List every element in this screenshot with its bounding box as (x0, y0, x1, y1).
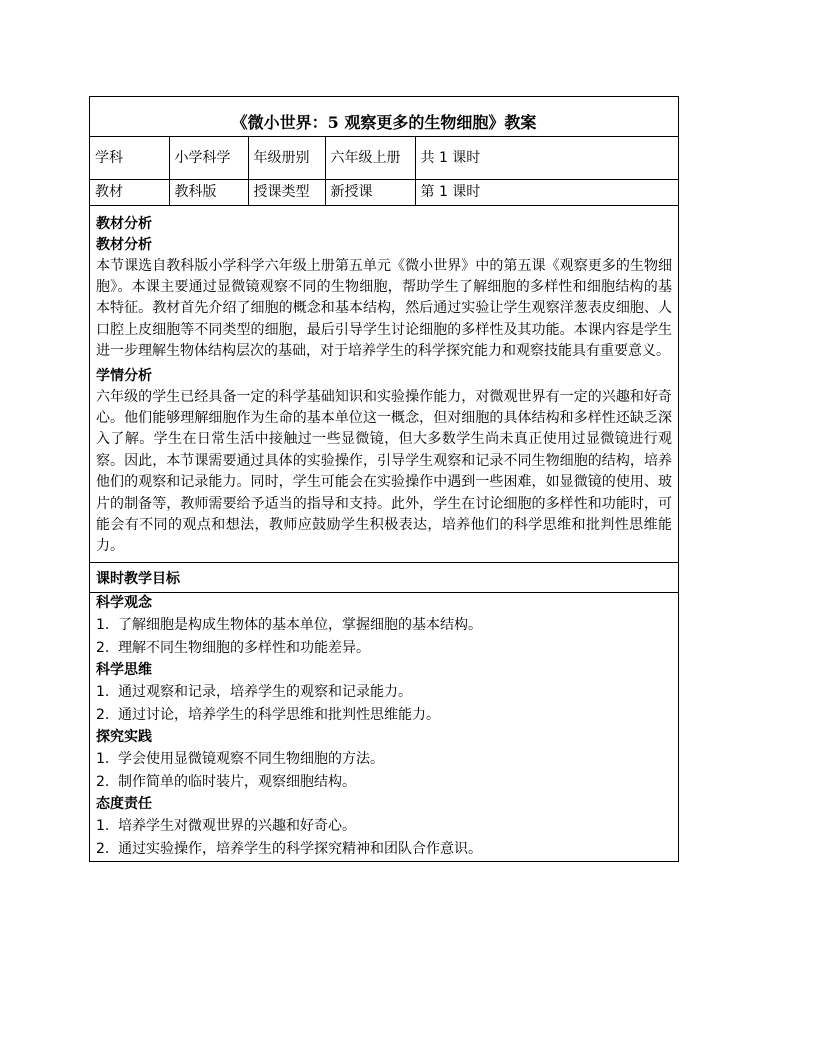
objective-item (90, 681, 678, 704)
objective-item-text: 学会使用显微镜观察不同生物细胞的方法。 (118, 750, 384, 767)
material-analysis-paragraph: 本节课选自教科版小学科学六年级上册第五单元《微小世界》中的第五课《观察更多的生物细胞》。本课主要通过显微镜观察不同的生物细胞，帮助学生了解细胞的多样性和细胞结构的基本特征。教材首先介绍了细胞的概念和基本结构，然后通过实验让学生观察洋葱表皮细胞、人口腔上皮细胞等不同类型的细胞，最后引导学生讨论细胞的多样性及其功能。本课内容是学生进一步理解生物体结构层次的基础，对于培养学生的科学探究能力和观察技能具有重要意义。 (96, 257, 672, 360)
objective-item-number: 2. (96, 840, 110, 857)
objective-item-text: 制作简单的临时装片，观察细胞结构。 (118, 773, 356, 790)
section-heading: 课时教学目标 (90, 563, 678, 593)
objective-item-text: 理解不同生物细胞的多样性和功能差异。 (118, 639, 370, 656)
info-row-material (90, 179, 678, 205)
info-cell: 教材 (90, 179, 169, 205)
objective-groups (90, 593, 678, 861)
objective-item (90, 637, 678, 660)
objective-item (90, 614, 678, 637)
objective-item-number: 2. (96, 639, 110, 656)
info-cell: 教科版 (169, 179, 248, 205)
subsection-heading: 学情分析 (96, 367, 152, 384)
objective-group-title: 态度责任 (96, 795, 152, 812)
objectives-section (90, 563, 678, 861)
info-cell: 学科 (90, 137, 169, 179)
objective-item-number: 2. (96, 706, 110, 723)
info-cell: 六年级上册 (325, 137, 415, 179)
objective-item-number: 2. (96, 773, 110, 790)
info-cell: 授课类型 (248, 179, 325, 205)
objective-item-number: 1. (96, 616, 110, 633)
lesson-plan-document (89, 96, 679, 862)
objective-group-title: 科学思维 (96, 661, 152, 678)
objective-item (90, 838, 678, 861)
objective-group-title: 科学观念 (96, 594, 152, 611)
objective-item-text: 通过实验操作，培养学生的科学探究精神和团队合作意识。 (118, 840, 482, 857)
objective-item (90, 771, 678, 794)
info-cell: 新授课 (325, 179, 415, 205)
material-analysis-section (90, 206, 678, 563)
objective-item (90, 704, 678, 727)
objective-item-number: 1. (96, 750, 110, 767)
objective-item-number: 1. (96, 817, 110, 834)
course-info-table (90, 137, 678, 206)
objective-item-text: 通过观察和记录，培养学生的观察和记录能力。 (118, 683, 412, 700)
info-row-subject (90, 137, 678, 179)
info-cell: 第 1 课时 (415, 179, 678, 205)
objective-item-text: 培养学生对微观世界的兴趣和好奇心。 (118, 817, 356, 834)
info-cell: 共 1 课时 (415, 137, 678, 179)
info-cell: 小学科学 (169, 137, 248, 179)
section-heading: 教材分析 (96, 215, 152, 232)
objective-item-text: 通过讨论，培养学生的科学思维和批判性思维能力。 (118, 706, 440, 723)
info-cell: 年级册别 (248, 137, 325, 179)
objective-item-number: 1. (96, 683, 110, 700)
student-analysis-paragraph: 六年级的学生已经具备一定的科学基础知识和实验操作能力，对微观世界有一定的兴趣和好奇心。他们能够理解细胞作为生命的基本单位这一概念，但对细胞的具体结构和多样性还缺乏深入了解。学生在日常生活中接触过一些显微镜，但大多数学生尚未真正使用过显微镜进行观察。因此，本节课需要通过具体的实验操作，引导学生观察和记录不同生物细胞的结构，培养他们的观察和记录能力。同时，学生可能会在实验操作中遇到一些困难，如显微镜的使用、玻片的制备等，教师需要给予适当的指导和支持。此外，学生在讨论细胞的多样性和功能时，可能会有不同的观点和想法，教师应鼓励学生积极表达，培养他们的科学思维和批判性思维能力。 (96, 388, 672, 555)
objective-item-text: 了解细胞是构成生物体的基本单位，掌握细胞的基本结构。 (118, 616, 482, 633)
objective-group-title: 探究实践 (96, 728, 152, 745)
subsection-heading: 教材分析 (96, 236, 152, 253)
objective-item (90, 815, 678, 838)
objective-item (90, 748, 678, 771)
document-title: 《微小世界：5 观察更多的生物细胞》教案 (90, 97, 678, 137)
